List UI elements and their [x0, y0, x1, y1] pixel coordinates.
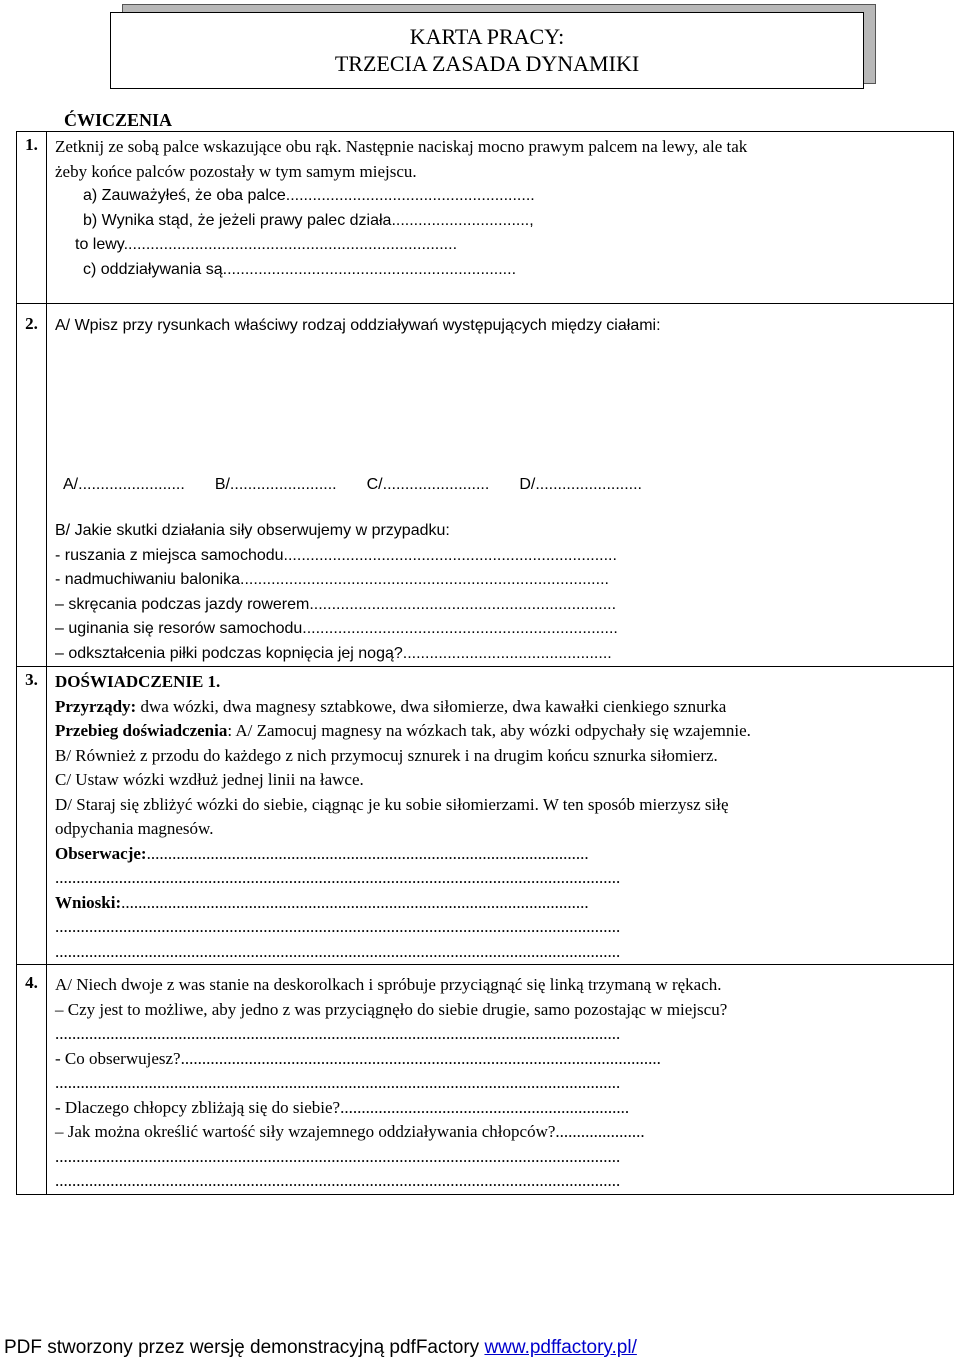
ex1-line: b) Wynika stąd, że jeżeli prawy palec działa..............................., — [83, 211, 534, 229]
footer-text: PDF stworzony przez wersję demonstracyjną pdfFactory — [4, 1337, 485, 1358]
ex3-step: B/ Również z przodu do każdego z nich przymocuj sznurek i na drugim końcu sznurka siłomierz. — [55, 745, 718, 765]
exercise-2-body — [47, 304, 954, 667]
ex1-line: c) oddziaływania są.................................................................. — [83, 260, 517, 278]
tools-text: dwa wózki, dwa magnesy sztabkowe, dwa siłomierze, dwa kawałki cienkiego sznurka — [136, 696, 727, 716]
section-heading: ĆWICZENIA — [64, 110, 173, 130]
procedure-text: : A/ Zamocuj magnesy na wózkach tak, aby wózki odpychały się wzajemnie. — [227, 721, 751, 740]
exercise-number: 2. — [17, 304, 47, 667]
exercise-1-row — [17, 132, 954, 304]
ex4-line: - Co obserwujesz?................................................................................................................. — [55, 1048, 661, 1068]
exercise-3-row — [17, 667, 954, 965]
ex2-item: - nadmuchiwaniu balonika................................................................................... — [55, 571, 609, 588]
ex1-line: to lewy........................................................................... — [75, 236, 458, 253]
ex3-step: C/ Ustaw wózki wzdłuż jednej linii na ławce. — [55, 770, 364, 789]
ex3-conclusion-line: ..................................................................................................................................... — [55, 941, 621, 961]
ex1-line: Zetknij ze sobą palce wskazujące obu rąk. Następnie naciskaj mocno prawym palcem na lewy, ale tak — [55, 137, 748, 156]
observations-label: Obserwacje: — [55, 843, 147, 863]
ex2-question-b: B/ Jakie skutki działania siły obserwujemy w przypadku: — [55, 522, 450, 539]
ex4-line: - Dlaczego chłopcy zbliżają się do siebie?.................................................................... — [55, 1097, 630, 1117]
ex3-step: D/ Staraj się zbliżyć wózki do siebie, ciągnąc je ku sobie siłomierzami. W ten sposób mierzysz siłę — [55, 794, 729, 814]
exercise-number: 4. — [17, 965, 47, 1195]
observations-dots: ........................................................................................................ — [146, 843, 589, 863]
exercise-3-body — [47, 667, 954, 965]
conclusions-dots: .............................................................................................................. — [121, 892, 589, 912]
exercise-number: 3. — [17, 667, 47, 965]
ex1-line: a) Zauważyłeś, że oba palce........................................................ — [83, 187, 535, 204]
ex3-tools — [55, 695, 945, 720]
exercise-table — [16, 131, 954, 1195]
figures-area — [55, 339, 945, 473]
ex3-conclusions — [55, 891, 945, 916]
exercise-2-row — [17, 304, 954, 667]
ex2-answers — [63, 473, 945, 498]
ex3-observations — [55, 842, 945, 867]
ex2-item: - ruszania z miejsca samochodu........................................................................... — [55, 546, 617, 564]
ex3-procedure — [55, 719, 945, 744]
ex4-line: ..................................................................................................................................... — [55, 1024, 621, 1043]
exercise-4-row — [17, 965, 954, 1195]
ex2-item: – uginania się resorów samochodu....................................................................... — [55, 620, 618, 637]
answer-c: C/........................ — [366, 475, 490, 493]
ex3-dots-line: ..................................................................................................................................... — [55, 868, 621, 887]
ex4-line: ..................................................................................................................................... — [55, 1146, 621, 1166]
ex4-line: – Czy jest to możliwe, aby jedno z was przyciągnęło do siebie drugie, samo pozostając w miejscu? — [55, 999, 728, 1019]
ex4-line: ..................................................................................................................................... — [55, 1171, 621, 1190]
tools-label: Przyrządy: — [55, 696, 137, 716]
ex1-line: żeby końce palców pozostały w tym samym miejscu. — [55, 161, 417, 181]
answer-a: A/........................ — [63, 475, 185, 493]
title-line-2: TRZECIA ZASADA DYNAMIKI — [334, 51, 640, 76]
exercise-1-body — [47, 132, 954, 304]
ex2-item: – skręcania podczas jazdy rowerem..................................................................... — [55, 595, 617, 613]
ex4-line: A/ Niech dwoje z was stanie na deskorolkach i spróbuje przyciągnąć się linką trzymaną w rękach. — [55, 975, 722, 994]
title-box — [110, 12, 864, 89]
footer-link[interactable]: www.pdffactory.pl/ — [484, 1337, 637, 1358]
ex3-conclusion-line: ..................................................................................................................................... — [55, 917, 621, 936]
answer-d: D/........................ — [519, 475, 642, 493]
exercise-number: 1. — [17, 132, 47, 304]
title-line-1: KARTA PRACY: — [409, 24, 565, 49]
ex4-line: – Jak można określić wartość siły wzajemnego oddziaływania chłopców?..................... — [55, 1122, 645, 1141]
ex2-prompt: A/ Wpisz przy rysunkach właściwy rodzaj oddziaływań występujących między ciałami: — [55, 317, 661, 334]
exercise-4-body — [47, 965, 954, 1195]
ex4-line: ..................................................................................................................................... — [55, 1073, 621, 1092]
procedure-label: Przebieg doświadczenia — [55, 721, 228, 740]
footer — [4, 1337, 637, 1359]
ex3-step: odpychania magnesów. — [55, 819, 214, 838]
ex2-item: – odkształcenia piłki podczas kopnięcia jej nogą?............................................... — [55, 644, 612, 662]
answer-b: B/........................ — [214, 475, 337, 493]
ex3-title: DOŚWIADCZENIE 1. — [55, 672, 221, 691]
conclusions-label: Wnioski: — [55, 892, 122, 912]
